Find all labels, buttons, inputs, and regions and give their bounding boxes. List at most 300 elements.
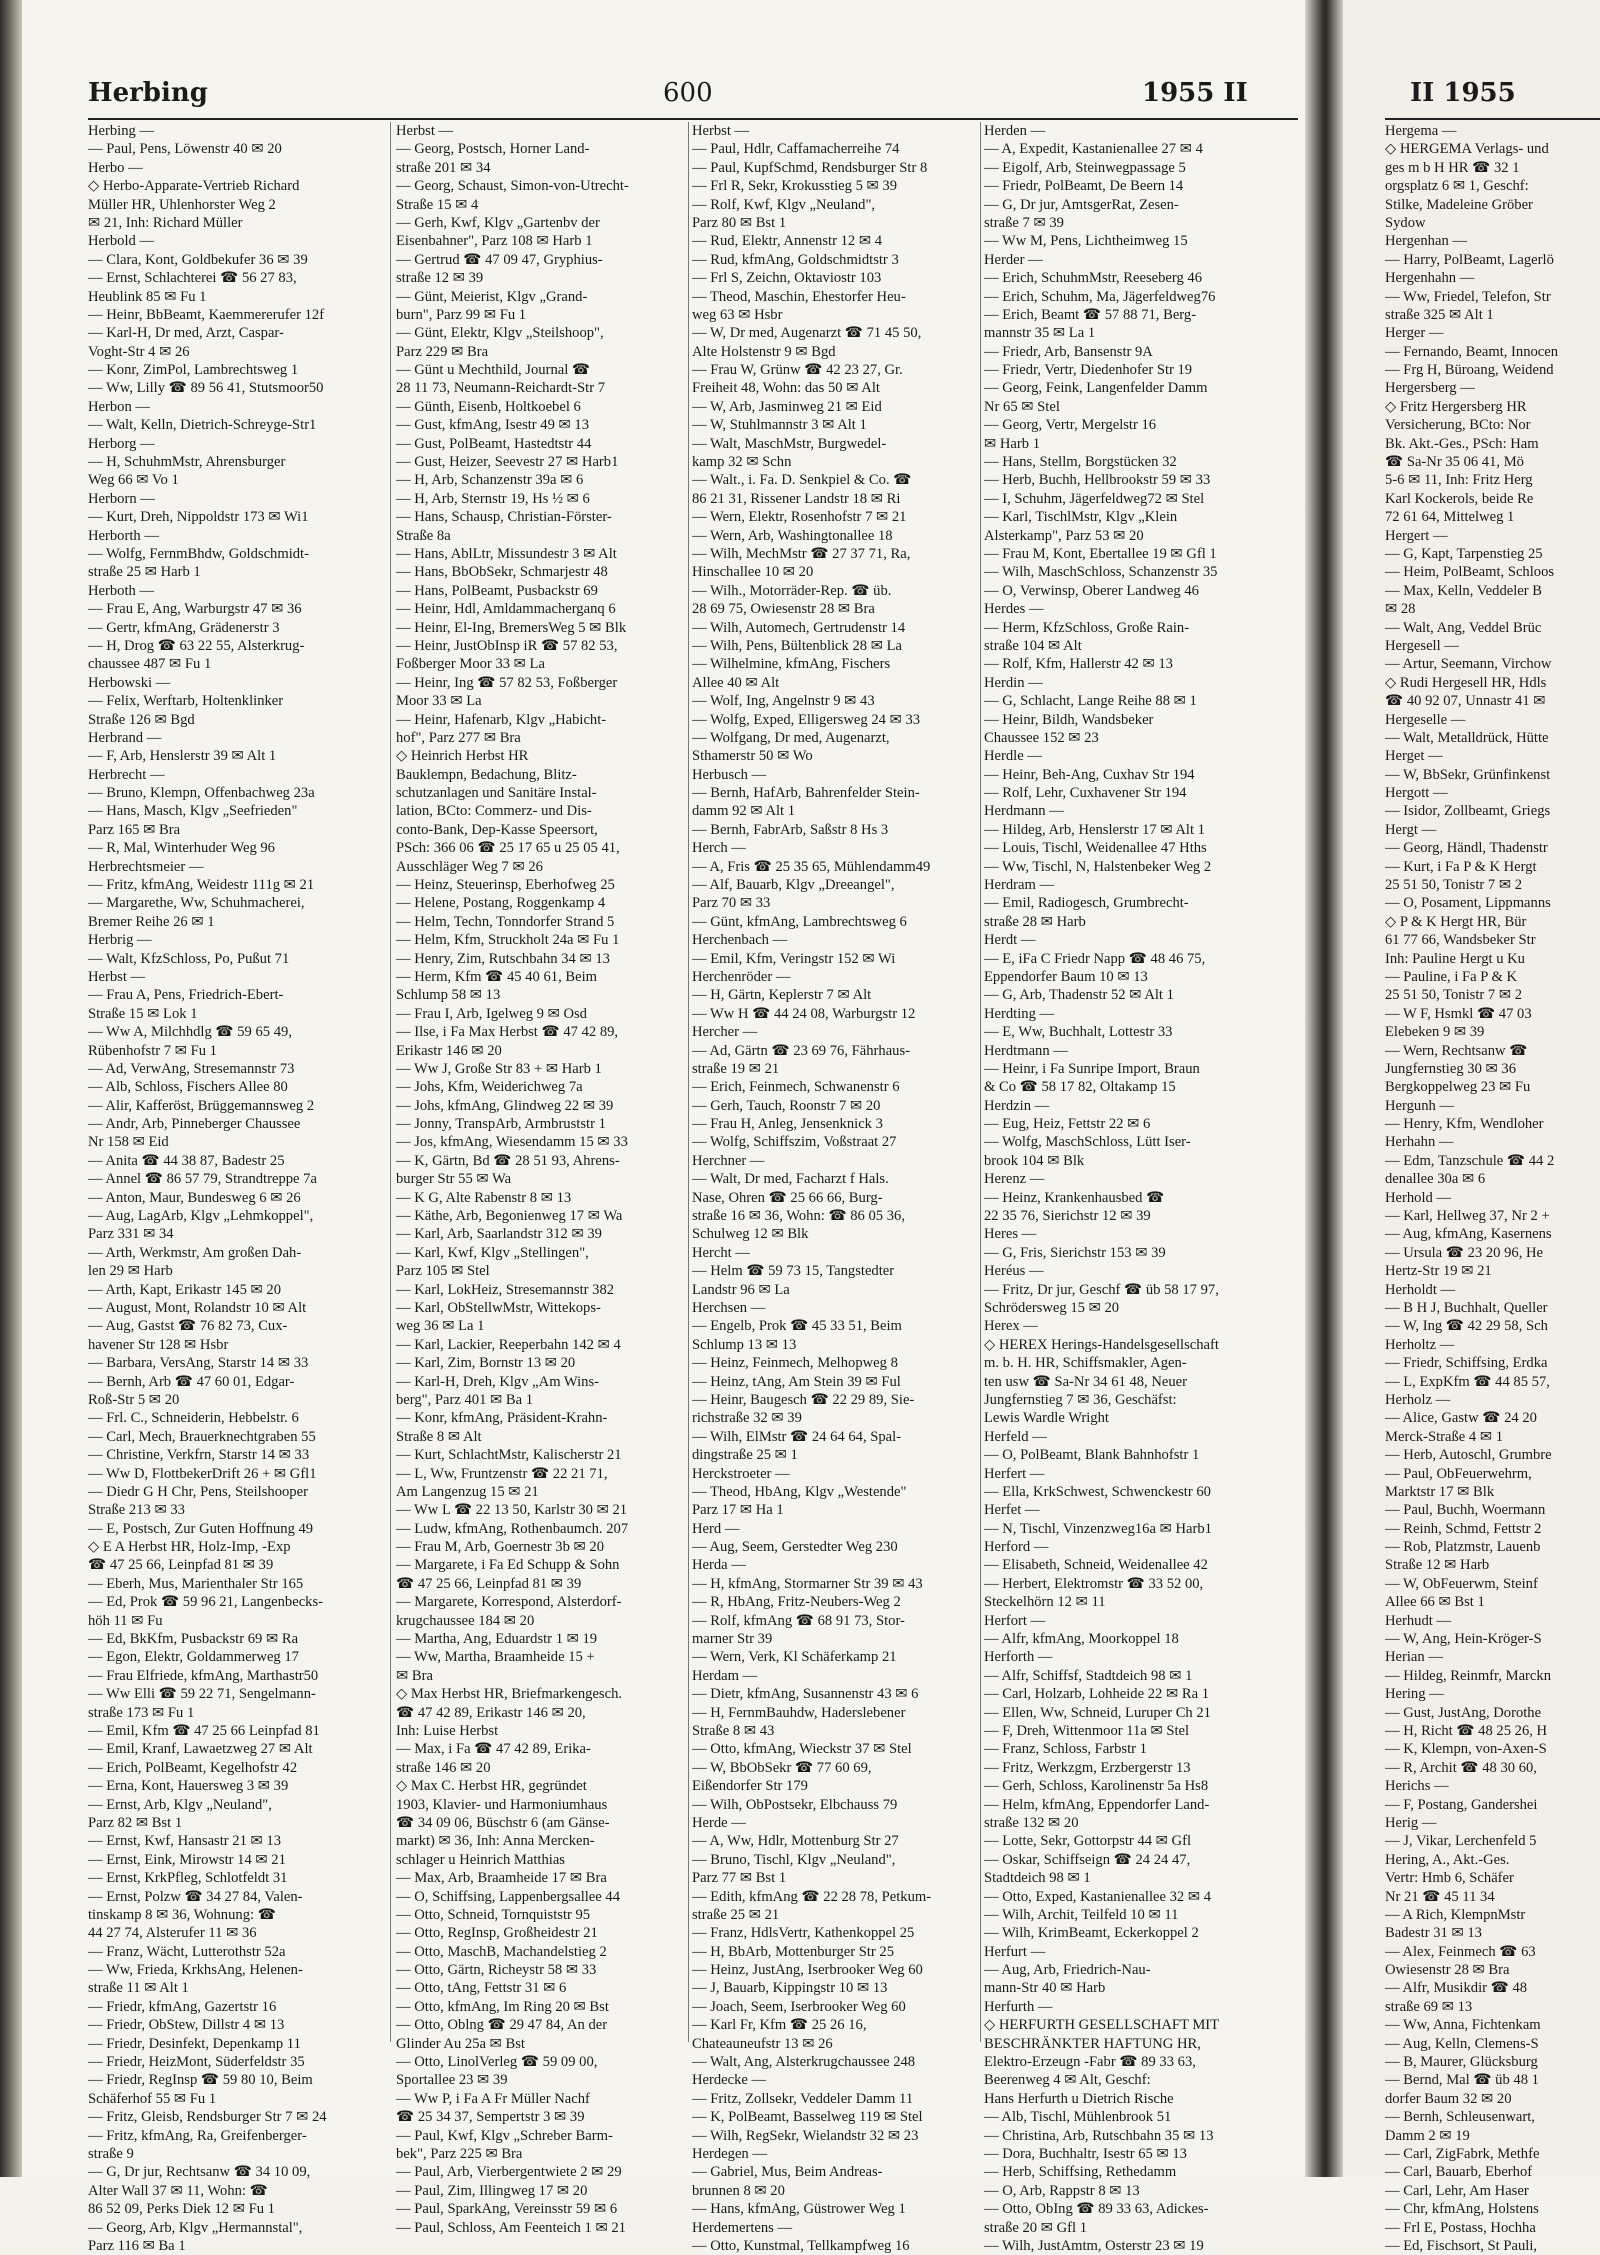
- directory-entry-line: — Wilhelmine, kfmAng, Fischers: [692, 656, 891, 673]
- directory-entry-line: — O, PolBeamt, Blank Bahnhofstr 1: [984, 1447, 1200, 1464]
- directory-entry-line: — G, Dr jur, Rechtsanw ☎ 34 10 09,: [88, 2164, 311, 2181]
- directory-entry-line: ◇ Rudi Hergesell HR, Hdls: [1385, 674, 1547, 691]
- directory-entry-line: — Ww, Frieda, KrkhsAng, Helenen-: [88, 1962, 303, 1979]
- directory-entry-line: — Erich, Beamt ☎ 57 88 71, Berg-: [984, 306, 1197, 323]
- directory-column-5: [1385, 122, 1600, 2255]
- directory-entry-line: — Jos, kfmAng, Wiesendamm 15 ✉ 33: [396, 1134, 628, 1151]
- directory-entry-line: — K, Klempn, von-Axen-S: [1385, 1741, 1547, 1758]
- directory-entry-line: — Fritz, Gleisb, Rendsburger Str 7 ✉ 24: [88, 2109, 327, 2126]
- directory-entry-line: Hering —: [1385, 1686, 1444, 1703]
- directory-entry-line: — Frau W, Grünw ☎ 42 23 27, Gr.: [692, 362, 903, 379]
- directory-entry-line: — Theod, Maschin, Ehestorfer Heu-: [692, 288, 906, 305]
- directory-entry-line: Ausschläger Weg 7 ✉ 26: [396, 858, 543, 875]
- directory-entry-line: — Gust, JustAng, Dorothe: [1385, 1704, 1542, 1721]
- directory-entry-line: — Wolfg, MaschSchloss, Lütt Iser-: [984, 1134, 1191, 1151]
- directory-entry-line: Herholz —: [1385, 1391, 1451, 1408]
- directory-column-1: [88, 122, 386, 2255]
- directory-entry-line: — Alir, Kafferöst, Brüggemannsweg 2: [88, 1097, 315, 1114]
- directory-entry-line: Beerenweg 4 ✉ Alt, Geschf:: [984, 2072, 1151, 2089]
- directory-entry-line: — Georg, Postsch, Horner Land-: [396, 141, 590, 158]
- directory-entry-line: — Alf, Bauarb, Klgv „Dreeangel",: [692, 877, 895, 894]
- directory-entry-line: — Heinr, i Fa Sunripe Import, Braun: [984, 1060, 1200, 1077]
- directory-entry-line: Freiheit 48, Wohn: das 50 ✉ Alt: [692, 380, 880, 397]
- directory-entry-line: Herdting —: [984, 1005, 1055, 1022]
- directory-entry-line: Hergersberg —: [1385, 380, 1475, 397]
- directory-entry-line: — Wilh, Archit, Teilfeld 10 ✉ 11: [984, 1906, 1179, 1923]
- directory-entry-line: Eisenbahner", Parz 108 ✉ Harb 1: [396, 233, 593, 250]
- directory-entry-line: — W, ObFeuerwm, Steinf: [1385, 1575, 1538, 1592]
- directory-entry-line: — Karl-H, Dreh, Klgv „Am Wins-: [396, 1373, 600, 1390]
- directory-entry-line: Herch —: [692, 840, 746, 857]
- directory-entry-line: — Kurt, Dreh, Nippoldstr 173 ✉ Wi1: [88, 509, 309, 526]
- directory-entry-line: Herfurth —: [984, 1998, 1053, 2015]
- directory-entry-line: — Elisabeth, Schneid, Weidenallee 42: [984, 1557, 1208, 1574]
- directory-entry-line: Erikastr 146 ✉ 20: [396, 1042, 502, 1059]
- directory-entry-line: — Wolfg, FernmBhdw, Goldschmidt-: [88, 545, 309, 562]
- directory-entry-line: Damm 2 ✉ 19: [1385, 2127, 1470, 2144]
- directory-entry-line: — G, Schlacht, Lange Reihe 88 ✉ 1: [984, 693, 1197, 710]
- directory-entry-line: Herbst —: [692, 123, 750, 139]
- directory-entry-line: — Gabriel, Mus, Beim Andreas-: [692, 2164, 883, 2181]
- directory-entry-line: — Wilh, MechMstr ☎ 27 37 71, Ra,: [692, 545, 911, 562]
- directory-entry-line: — Frl. C., Schneiderin, Hebbelstr. 6: [88, 1410, 299, 1427]
- directory-entry-line: — Wilh., Motorräder-Rep. ☎ üb.: [692, 582, 892, 599]
- directory-entry-line: — Bruno, Klempn, Offenbachweg 23a: [88, 785, 315, 802]
- directory-entry-line: straße 11 ✉ Alt 1: [88, 1980, 189, 1997]
- directory-column-3: [692, 122, 976, 2255]
- directory-entry-line: Straße 8 ✉ Alt: [396, 1428, 482, 1445]
- directory-entry-line: — E, Ww, Buchhalt, Lottestr 33: [984, 1024, 1173, 1041]
- directory-entry-line: Hergeselle —: [1385, 711, 1466, 728]
- directory-entry-line: Herichs —: [1385, 1778, 1449, 1795]
- directory-entry-line: Herckstroeter —: [692, 1465, 790, 1482]
- directory-entry-line: — Heinr, BbBeamt, Kaemmererufer 12f: [88, 306, 325, 323]
- directory-entry-line: — Walt, Metalldrück, Hütte: [1385, 729, 1549, 746]
- directory-entry-line: Herdt —: [984, 932, 1036, 949]
- directory-entry-line: ◇ Herbo-Apparate-Vertrieb Richard: [88, 178, 300, 195]
- directory-entry-line: — Frl R, Sekr, Krokusstieg 5 ✉ 39: [692, 178, 898, 195]
- directory-entry-line: — Paul, Arb, Vierbergentwiete 2 ✉ 29: [396, 2164, 622, 2181]
- column-rule: [390, 122, 391, 2042]
- directory-entry-line: — A, Ww, Hdlr, Mottenburg Str 27: [692, 1833, 899, 1850]
- directory-entry-line: Herden —: [984, 123, 1046, 139]
- directory-entry-line: — Ursula ☎ 23 20 96, He: [1385, 1244, 1544, 1261]
- directory-entry-line: berg", Parz 401 ✉ Ba 1: [396, 1391, 534, 1408]
- directory-entry-line: — H, kfmAng, Stormarner Str 39 ✉ 43: [692, 1575, 923, 1592]
- directory-entry-line: Herchenbach —: [692, 932, 788, 949]
- directory-entry-line: Parz 82 ✉ Bst 1: [88, 1814, 183, 1831]
- directory-entry-line: — H, BbArb, Mottenburger Str 25: [692, 1943, 895, 1960]
- directory-entry-line: — W, Dr med, Augenarzt ☎ 71 45 50,: [692, 325, 922, 342]
- directory-entry-line: — Barbara, VersAng, Starstr 14 ✉ 33: [88, 1355, 309, 1372]
- directory-entry-line: — G, Fris, Sierichstr 153 ✉ 39: [984, 1244, 1166, 1261]
- directory-entry-line: — Otto, Exped, Kastanienallee 32 ✉ 4: [984, 1888, 1212, 1905]
- column-rule: [980, 122, 981, 2042]
- directory-entry-line: — L, ExpKfm ☎ 44 85 57,: [1385, 1373, 1550, 1390]
- directory-entry-line: — Ww M, Pens, Lichtheimweg 15: [984, 233, 1188, 250]
- directory-entry-line: Parz 229 ✉ Bra: [396, 343, 489, 360]
- directory-entry-line: — Reinh, Schmd, Fettstr 2: [1385, 1520, 1542, 1537]
- directory-entry-line: Herforth —: [984, 1649, 1053, 1666]
- directory-entry-line: straße 25 ✉ Harb 1: [88, 564, 201, 581]
- directory-entry-line: straße 28 ✉ Harb: [984, 913, 1086, 930]
- directory-entry-line: — Max, i Fa ☎ 47 42 89, Erika-: [396, 1741, 591, 1758]
- directory-entry-line: Bk. Akt.-Ges., PSch: Ham: [1385, 435, 1539, 452]
- directory-entry-line: — Martha, Ang, Eduardstr 1 ✉ 19: [396, 1631, 598, 1648]
- directory-entry-line: — Karl, Kwf, Klgv „Stellingen",: [396, 1244, 589, 1261]
- directory-entry-line: — Rolf, Kfm, Hallerstr 42 ✉ 13: [984, 656, 1173, 673]
- directory-entry-line: Stadtdeich 98 ✉ 1: [984, 1870, 1091, 1887]
- directory-entry-line: — Wolf, Ing, Angelnstr 9 ✉ 43: [692, 693, 875, 710]
- directory-entry-line: kamp 32 ✉ Schn: [692, 454, 792, 471]
- directory-entry-line: denallee 30a ✉ 6: [1385, 1171, 1486, 1188]
- directory-entry-line: straße 146 ✉ 20: [396, 1759, 491, 1776]
- directory-entry-line: — G, Kapt, Tarpenstieg 25: [1385, 545, 1543, 562]
- directory-entry-line: Heréus —: [984, 1263, 1044, 1280]
- directory-entry-line: schlager u Heinrich Matthias: [396, 1851, 565, 1868]
- directory-entry-line: & Co ☎ 58 17 82, Oltakamp 15: [984, 1079, 1176, 1096]
- directory-entry-line: ◇ HERGEMA Verlags- und: [1385, 141, 1549, 158]
- directory-entry-line: — Frau M, Kont, Ebertallee 19 ✉ Gfl 1: [984, 545, 1217, 562]
- directory-entry-line: — Günt, kfmAng, Lambrechtsweg 6: [692, 913, 907, 930]
- directory-entry-line: — Herb, Buchh, Hellbrookstr 59 ✉ 33: [984, 472, 1211, 489]
- directory-entry-line: — Frl S, Zeichn, Oktaviostr 103: [692, 270, 882, 287]
- directory-entry-line: — Aug, Kelln, Clemens-S: [1385, 2035, 1539, 2052]
- directory-entry-line: Herdle —: [984, 748, 1042, 765]
- directory-entry-line: Parz 17 ✉ Ha 1: [692, 1502, 784, 1519]
- directory-entry-line: — Friedr, HeizMont, Süderfeldstr 35: [88, 2054, 305, 2071]
- directory-entry-line: — Emil, Radiogesch, Grumbrecht-: [984, 895, 1189, 912]
- directory-entry-line: Herhudt —: [1385, 1612, 1452, 1629]
- directory-entry-line: — Eberh, Mus, Marienthaler Str 165: [88, 1575, 304, 1592]
- directory-entry-line: Parz 80 ✉ Bst 1: [692, 214, 787, 231]
- directory-entry-line: dingstraße 25 ✉ 1: [692, 1447, 798, 1464]
- directory-entry-line: straße 12 ✉ 39: [396, 270, 484, 287]
- directory-entry-line: — A Rich, KlempnMstr: [1385, 1906, 1526, 1923]
- directory-entry-line: Glinder Au 25a ✉ Bst: [396, 2035, 525, 2052]
- directory-entry-line: — Alfr, kfmAng, Moorkoppel 18: [984, 1631, 1179, 1648]
- directory-entry-line: brook 104 ✉ Blk: [984, 1152, 1085, 1169]
- directory-entry-line: — Annel ☎ 86 57 79, Strandtreppe 7a: [88, 1171, 317, 1188]
- directory-entry-line: — Eug, Heiz, Fettstr 22 ✉ 6: [984, 1116, 1151, 1133]
- directory-entry-line: — Paul, Schloss, Am Feenteich 1 ✉ 21: [396, 2219, 626, 2236]
- directory-entry-line: — Erich, Feinmech, Schwanenstr 6: [692, 1079, 900, 1096]
- directory-entry-line: Sydow: [1385, 214, 1426, 231]
- directory-entry-line: m. b. H. HR, Schiffsmakler, Agen-: [984, 1355, 1187, 1372]
- directory-entry-line: Nase, Ohren ☎ 25 66 66, Burg-: [692, 1189, 883, 1206]
- directory-entry-line: — Margarete, Korrespond, Alsterdorf-: [396, 1594, 622, 1611]
- directory-entry-line: — Hans, kfmAng, Güstrower Weg 1: [692, 2201, 906, 2218]
- directory-entry-line: Herborth —: [88, 527, 159, 544]
- directory-entry-line: PSch: 366 06 ☎ 25 17 65 u 25 05 41,: [396, 840, 620, 857]
- directory-entry-line: ◇ Max Herbst HR, Briefmarkengesch.: [396, 1686, 623, 1703]
- directory-entry-line: — Anita ☎ 44 38 87, Badestr 25: [88, 1152, 285, 1169]
- directory-entry-line: Merck-Straße 4 ✉ 1: [1385, 1428, 1503, 1445]
- directory-entry-line: — Georg, Händl, Thadenstr: [1385, 840, 1548, 857]
- directory-entry-line: ☎ 47 25 66, Leinpfad 81 ✉ 39: [88, 1557, 274, 1574]
- directory-entry-line: — Heinr, Ing ☎ 57 82 53, Foßberger: [396, 674, 618, 691]
- directory-entry-line: ✉ 21, Inh: Richard Müller: [88, 214, 243, 231]
- directory-entry-line: — Hans, Masch, Klgv „Seefrieden": [88, 803, 298, 820]
- directory-entry-line: Elebeken 9 ✉ 39: [1385, 1024, 1485, 1041]
- directory-entry-line: Hering, A., Akt.-Ges.: [1385, 1851, 1510, 1868]
- directory-entry-line: damm 92 ✉ Alt 1: [692, 803, 796, 820]
- directory-entry-line: — O, Posament, Lippmanns: [1385, 895, 1551, 912]
- directory-entry-line: — Frau E, Ang, Warburgstr 47 ✉ 36: [88, 601, 302, 618]
- directory-entry-line: — Frg H, Büroang, Weidend: [1385, 362, 1554, 379]
- directory-entry-line: — Margarethe, Ww, Schuhmacherei,: [88, 895, 305, 912]
- directory-entry-line: — Emil, Kranf, Lawaetzweg 27 ✉ Alt: [88, 1741, 313, 1758]
- directory-entry-line: straße 132 ✉ 20: [984, 1814, 1079, 1831]
- directory-entry-line: — Rolf, kfmAng ☎ 68 91 73, Stor-: [692, 1612, 905, 1629]
- directory-entry-line: Inh: Pauline Hergt u Ku: [1385, 950, 1525, 967]
- directory-entry-line: Roß-Str 5 ✉ 20: [88, 1391, 180, 1408]
- directory-entry-line: — Paul, Kwf, Klgv „Schreber Barm-: [396, 2127, 613, 2144]
- directory-entry-line: — Ww, Friedel, Telefon, Str: [1385, 288, 1551, 305]
- directory-entry-line: — Arth, Kapt, Erikastr 145 ✉ 20: [88, 1281, 282, 1298]
- directory-entry-line: Allee 66 ✉ Bst 1: [1385, 1594, 1485, 1611]
- directory-entry-line: — Paul, ObFeuerwehrm,: [1385, 1465, 1532, 1482]
- directory-entry-line: — Walt, Kelln, Dietrich-Schreyge-Str1: [88, 417, 317, 434]
- directory-entry-line: 5-6 ✉ 11, Inh: Fritz Herg: [1385, 472, 1533, 489]
- directory-entry-line: — Gust, Heizer, Seevestr 27 ✉ Harb1: [396, 454, 619, 471]
- directory-entry-line: ◇ E A Herbst HR, Holz-Imp, -Exp: [88, 1539, 291, 1556]
- directory-entry-line: Herex —: [984, 1318, 1038, 1335]
- directory-entry-line: Versicherung, BCto: Nor: [1385, 417, 1531, 434]
- directory-entry-line: — Wern, Arb, Washingtonallee 18: [692, 527, 893, 544]
- directory-entry-line: — K, PolBeamt, Basselweg 119 ✉ Stel: [692, 2109, 923, 2126]
- directory-entry-line: — Walt., i. Fa. D. Senkpiel & Co. ☎: [692, 472, 912, 489]
- directory-entry-line: — Helm, Techn, Tonndorfer Strand 5: [396, 913, 615, 930]
- directory-entry-line: straße 19 ✉ 21: [692, 1060, 780, 1077]
- directory-entry-line: — Friedr, Vertr, Diedenhofer Str 19: [984, 362, 1193, 379]
- directory-entry-line: — W F, Hsmkl ☎ 47 03: [1385, 1005, 1532, 1022]
- directory-entry-line: — F, Postang, Gandershei: [1385, 1796, 1538, 1813]
- directory-entry-line: Herdin —: [984, 674, 1043, 691]
- directory-entry-line: Hergenhan —: [1385, 233, 1467, 250]
- directory-entry-line: straße 201 ✉ 34: [396, 159, 491, 176]
- directory-entry-line: Herig —: [1385, 1814, 1437, 1831]
- directory-entry-line: — Gust, PolBeamt, Hastedtstr 44: [396, 435, 592, 452]
- directory-entry-line: — Ed, BkKfm, Pusbackstr 69 ✉ Ra: [88, 1631, 299, 1648]
- directory-entry-line: — Günth, Eisenb, Holtkoebel 6: [396, 398, 581, 415]
- directory-entry-line: Straße 8a: [396, 527, 451, 544]
- directory-entry-line: — Herm, KfzSchloss, Große Rain-: [984, 619, 1190, 636]
- directory-entry-line: — W, Ang, Hein-Kröger-S: [1385, 1631, 1542, 1648]
- directory-entry-line: Straße 12 ✉ Harb: [1385, 1557, 1490, 1574]
- directory-entry-line: — Carl, Holzarb, Lohheide 22 ✉ Ra 1: [984, 1686, 1209, 1703]
- directory-entry-line: Herbrig —: [88, 932, 152, 949]
- directory-entry-line: — Ad, VerwAng, Stresemannstr 73: [88, 1060, 295, 1077]
- directory-entry-line: — Max, Kelln, Veddeler B: [1385, 582, 1542, 599]
- directory-entry-line: Herholtz —: [1385, 1336, 1455, 1353]
- running-head-year-right: II 1955: [1410, 78, 1516, 108]
- directory-entry-line: Schlump 58 ✉ 13: [396, 987, 501, 1004]
- directory-entry-line: — Dora, Buchhaltr, Isestr 65 ✉ 13: [984, 2145, 1187, 2162]
- directory-entry-line: Lewis Wardle Wright: [984, 1410, 1109, 1427]
- directory-entry-line: Herdmann —: [984, 803, 1064, 820]
- directory-entry-line: — Fritz, Werkzgm, Erzbergerstr 13: [984, 1759, 1191, 1776]
- directory-entry-line: Straße 126 ✉ Bgd: [88, 711, 195, 728]
- directory-entry-line: — Artur, Seemann, Virchow: [1385, 656, 1552, 673]
- directory-entry-line: Am Langenzug 15 ✉ 21: [396, 1483, 539, 1500]
- directory-entry-line: — Georg, Vertr, Mergelstr 16: [984, 417, 1157, 434]
- directory-entry-line: Herdecke —: [692, 2072, 767, 2089]
- directory-entry-line: — Friedr, ObStew, Dillstr 4 ✉ 13: [88, 2017, 285, 2034]
- directory-entry-line: Hergema —: [1385, 123, 1457, 139]
- directory-entry-line: 1903, Klavier- und Harmoniumhaus: [396, 1796, 608, 1813]
- directory-entry-line: — W, Ing ☎ 42 29 58, Sch: [1385, 1318, 1548, 1335]
- directory-entry-line: Herdes —: [984, 601, 1044, 618]
- directory-entry-line: ☎ 40 92 07, Unnastr 41 ✉: [1385, 693, 1546, 710]
- directory-entry-line: — Ww J, Große Str 83 + ✉ Harb 1: [396, 1060, 602, 1077]
- directory-entry-line: Elektro-Erzeugn -Fabr ☎ 89 33 63,: [984, 2054, 1196, 2071]
- directory-entry-line: — Hildeg, Arb, Henslerstr 17 ✉ Alt 1: [984, 821, 1205, 838]
- directory-entry-line: — Walt, MaschMstr, Burgwedel-: [692, 435, 887, 452]
- directory-entry-line: — Emil, Kfm, Veringstr 152 ✉ Wi: [692, 950, 896, 967]
- directory-entry-line: — Jonny, TranspArb, Armbruststr 1: [396, 1116, 606, 1133]
- directory-entry-line: — Konr, ZimPol, Lambrechtsweg 1: [88, 362, 299, 379]
- directory-entry-line: 25 51 50, Tonistr 7 ✉ 2: [1385, 877, 1523, 894]
- directory-entry-line: — Frau M, Arb, Goernestr 3b ✉ 20: [396, 1539, 605, 1556]
- directory-entry-line: — Georg, Feink, Langenfelder Damm: [984, 380, 1208, 397]
- directory-entry-line: Hercht —: [692, 1244, 750, 1261]
- directory-entry-line: — Ella, KrkSchwest, Schwenckestr 60: [984, 1483, 1211, 1500]
- page-number: 600: [663, 78, 713, 108]
- directory-entry-line: — Ernst, Eink, Mirowstr 14 ✉ 21: [88, 1851, 286, 1868]
- directory-entry-line: — Otto, kfmAng, Im Ring 20 ✉ Bst: [396, 1998, 609, 2015]
- directory-entry-line: orgsplatz 6 ✉ 1, Geschf:: [1385, 178, 1529, 195]
- directory-entry-line: straße 7 ✉ 39: [984, 214, 1064, 231]
- directory-entry-line: Jungfernstieg 7 ✉ 36, Geschäfst:: [984, 1391, 1177, 1408]
- directory-entry-line: — Bruno, Tischl, Klgv „Neuland",: [692, 1851, 896, 1868]
- directory-entry-line: — Hans, Schausp, Christian-Förster-: [396, 509, 612, 526]
- directory-entry-line: — Heinr, Beh-Ang, Cuxhav Str 194: [984, 766, 1195, 783]
- directory-entry-line: — Ernst, Polzw ☎ 34 27 84, Valen-: [88, 1888, 303, 1905]
- directory-entry-line: straße 104 ✉ Alt: [984, 637, 1082, 654]
- directory-entry-line: Hergott —: [1385, 785, 1448, 802]
- directory-entry-line: — Ww, Tischl, N, Halstenbeker Weg 2: [984, 858, 1212, 875]
- directory-entry-line: Landstr 96 ✉ La: [692, 1281, 790, 1298]
- directory-entry-line: — Heinr, Hafenarb, Klgv „Habicht-: [396, 711, 607, 728]
- directory-entry-line: Herbrand —: [88, 729, 162, 746]
- directory-entry-line: — Bernh, FabrArb, Saßstr 8 Hs 3: [692, 821, 889, 838]
- directory-entry-line: — Günt, Meierist, Klgv „Grand-: [396, 288, 588, 305]
- directory-entry-line: Parz 77 ✉ Bst 1: [692, 1870, 787, 1887]
- directory-entry-line: — Ed, Fischsort, St Pauli,: [1385, 2237, 1538, 2254]
- directory-entry-line: — Hildeg, Reinmfr, Marckn: [1385, 1667, 1551, 1684]
- directory-entry-line: Herdam —: [692, 1667, 758, 1684]
- directory-entry-line: — Ad, Gärtn ☎ 23 69 76, Fährhaus-: [692, 1042, 911, 1059]
- directory-entry-line: — Bernh, Arb ☎ 47 60 01, Edgar-: [88, 1373, 295, 1390]
- directory-entry-line: Eißendorfer Str 179: [692, 1778, 808, 1795]
- directory-entry-line: — Oskar, Schiffseign ☎ 24 24 47,: [984, 1851, 1191, 1868]
- directory-entry-line: — Carl, Bauarb, Eberhof: [1385, 2164, 1533, 2181]
- directory-entry-line: ◇ HERFURTH GESELLSCHAFT MIT: [984, 2017, 1220, 2034]
- directory-entry-line: Alsterkamp", Parz 53 ✉ 20: [984, 527, 1144, 544]
- directory-entry-line: ten usw ☎ Sa-Nr 34 61 48, Neuer: [984, 1373, 1187, 1390]
- directory-entry-line: Herchner —: [692, 1152, 765, 1169]
- directory-entry-line: Herbo —: [88, 159, 143, 176]
- directory-entry-line: — Walt, Ang, Veddel Brüc: [1385, 619, 1542, 636]
- directory-entry-line: Hercher —: [692, 1024, 758, 1041]
- directory-entry-line: — Georg, Schaust, Simon-von-Utrecht-: [396, 178, 629, 195]
- directory-entry-line: Herford —: [984, 1539, 1049, 1556]
- directory-entry-line: BESCHRÄNKTER HAFTUNG HR,: [984, 2035, 1201, 2052]
- directory-entry-line: — Andr, Arb, Pinneberger Chaussee: [88, 1116, 301, 1133]
- directory-entry-line: Herian —: [1385, 1649, 1443, 1666]
- directory-entry-line: — Paul, Zim, Illingweg 17 ✉ 20: [396, 2182, 588, 2199]
- directory-entry-line: Herfurt —: [984, 1943, 1046, 1960]
- directory-entry-line: Herbusch —: [692, 766, 767, 783]
- directory-entry-line: — Otto, Kunstmal, Tellkampfweg 16: [692, 2237, 910, 2254]
- directory-entry-line: — Herb, Autoschl, Grumbre: [1385, 1447, 1552, 1464]
- directory-entry-line: — Herbert, Elektromstr ☎ 33 52 00,: [984, 1575, 1204, 1592]
- directory-entry-line: 61 77 66, Wandsbeker Str: [1385, 932, 1536, 949]
- directory-entry-line: — H, Gärtn, Keplerstr 7 ✉ Alt: [692, 987, 872, 1004]
- directory-entry-line: — Franz, HdlsVertr, Kathenkoppel 25: [692, 1925, 915, 1942]
- directory-entry-line: — Harry, PolBeamt, Lagerlö: [1385, 251, 1554, 268]
- directory-entry-line: — B H J, Buchhalt, Queller: [1385, 1300, 1548, 1316]
- header-rule-left: [88, 118, 1298, 120]
- directory-entry-line: — Ww, Anna, Fichtenkam: [1385, 2017, 1541, 2034]
- directory-entry-line: — Anton, Maur, Bundesweg 6 ✉ 26: [88, 1189, 301, 1206]
- directory-entry-line: straße 25 ✉ 21: [692, 1906, 780, 1923]
- directory-entry-line: len 29 ✉ Harb: [88, 1263, 173, 1280]
- directory-entry-line: Inh: Luise Herbst: [396, 1722, 499, 1739]
- directory-entry-line: — Paul, SparkAng, Vereinsstr 59 ✉ 6: [396, 2201, 618, 2218]
- directory-entry-line: lation, BCto: Commerz- und Dis-: [396, 803, 592, 820]
- directory-entry-line: 22 35 76, Sierichstr 12 ✉ 39: [984, 1208, 1151, 1225]
- directory-entry-line: — Max, Arb, Braamheide 17 ✉ Bra: [396, 1870, 607, 1887]
- directory-entry-line: — Wolfg, Exped, Elligersweg 24 ✉ 33: [692, 711, 921, 728]
- directory-entry-line: höh 11 ✉ Fu: [88, 1612, 163, 1629]
- directory-entry-line: — Herb, Schiffsing, Rethedamm: [984, 2164, 1177, 2181]
- directory-entry-line: Herbold —: [88, 233, 155, 250]
- directory-entry-line: — Alice, Gastw ☎ 24 20: [1385, 1410, 1537, 1427]
- directory-entry-line: — G, Dr jur, AmtsgerRat, Zesen-: [984, 196, 1179, 213]
- directory-entry-line: Nr 21 ☎ 45 11 34: [1385, 1888, 1495, 1905]
- directory-entry-line: — Diedr G H Chr, Pens, Steilshooper: [88, 1483, 308, 1500]
- directory-entry-line: Voght-Str 4 ✉ 26: [88, 343, 190, 360]
- directory-entry-line: havener Str 128 ✉ Hsbr: [88, 1336, 229, 1353]
- directory-entry-line: weg 36 ✉ La 1: [396, 1318, 485, 1335]
- directory-entry-line: — Isidor, Zollbeamt, Griegs: [1385, 803, 1551, 820]
- directory-entry-line: — Louis, Tischl, Weidenallee 47 Hths: [984, 840, 1207, 857]
- directory-entry-line: Bremer Reihe 26 ✉ 1: [88, 913, 215, 930]
- directory-entry-line: marner Str 39: [692, 1631, 773, 1648]
- directory-entry-line: Straße 15 ✉ Lok 1: [88, 1005, 198, 1022]
- directory-entry-line: Badestr 31 ✉ 13: [1385, 1925, 1482, 1942]
- directory-entry-line: Herborg —: [88, 435, 155, 452]
- book-binding: [0, 0, 22, 2177]
- directory-entry-line: — J, Vikar, Lerchenfeld 5: [1385, 1833, 1537, 1850]
- directory-entry-line: 28 11 73, Neumann-Reichardt-Str 7: [396, 380, 605, 397]
- directory-entry-line: — Otto, RegInsp, Großheidestr 21: [396, 1925, 598, 1942]
- directory-entry-line: 72 61 64, Mittelweg 1: [1385, 509, 1515, 526]
- directory-entry-line: — Ww A, Milchhdlg ☎ 59 65 49,: [88, 1024, 292, 1041]
- directory-entry-line: — Georg, Arb, Klgv „Hermannstal",: [88, 2219, 303, 2236]
- directory-entry-line: conto-Bank, Dep-Kasse Speersort,: [396, 821, 598, 838]
- directory-entry-line: — Gerh, Kwf, Klgv „Gartenbv der: [396, 214, 600, 231]
- directory-entry-line: — Engelb, Prok ☎ 45 33 51, Beim: [692, 1318, 902, 1335]
- directory-entry-line: — Ww P, i Fa A Fr Müller Nachf: [396, 2090, 590, 2107]
- directory-entry-line: 86 52 09, Perks Diek 12 ✉ Fu 1: [88, 2201, 275, 2218]
- directory-entry-line: — Ww Elli ☎ 59 22 71, Sengelmann-: [88, 1686, 316, 1703]
- directory-entry-line: — I, Schuhm, Jägerfeldweg72 ✉ Stel: [984, 490, 1205, 507]
- directory-entry-line: — Karl, Lackier, Reeperbahn 142 ✉ 4: [396, 1336, 621, 1353]
- directory-entry-line: — Günt, Elektr, Klgv „Steilshoop",: [396, 325, 604, 342]
